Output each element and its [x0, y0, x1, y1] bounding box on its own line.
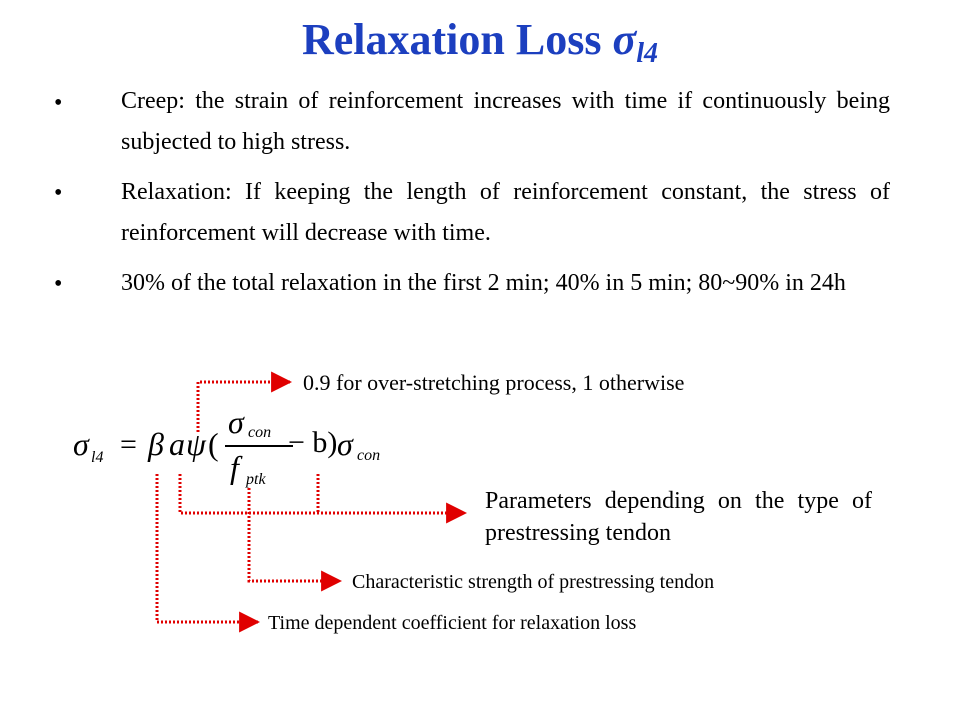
title-subscript: l4 [636, 38, 658, 69]
formula-lhs-sub: l4 [91, 449, 104, 466]
formula-rhs-sigma: σ [337, 426, 353, 462]
formula-rhs-sub: con [357, 447, 381, 464]
fptk-annotation: Characteristic strength of prestressing tendon [352, 571, 715, 593]
formula-beta: β [148, 426, 164, 462]
beta-arrow [198, 382, 290, 432]
bullet-marker-2: • [54, 180, 63, 206]
formula-open-paren: ( [208, 426, 219, 462]
title-sigma: σ [612, 15, 637, 64]
formula-minus-b: − b) [288, 426, 338, 459]
bullet-marker-1: • [54, 90, 63, 116]
bullet-text-3: 30% of the total relaxation in the first 2 min; 40% in 5 min; 80~90% in 24h [121, 270, 846, 296]
bullet-marker-3: • [54, 271, 63, 297]
formula-denominator-sub: ptk [246, 471, 266, 488]
formula-psi: ψ [186, 426, 206, 462]
beta-annotation: 0.9 for over-stretching process, 1 otherwise [303, 370, 685, 395]
psi-arrow [157, 474, 258, 622]
bullet-text-2: Relaxation: If keeping the length of reinforcement constant, the stress of reinforcement will decrease with time. [121, 179, 890, 246]
bullet-text-1: Creep: the strain of reinforcement increases with time if continuously being subjected to high stress. [121, 88, 890, 155]
formula-denominator-f: f [230, 449, 239, 485]
fptk-arrow [249, 488, 340, 581]
formula-numerator-sub: con [248, 424, 272, 441]
formula-lhs-sigma: σ [73, 426, 89, 462]
params-arrow [180, 474, 465, 513]
psi-annotation: Time dependent coefficient for relaxation loss [268, 612, 637, 634]
formula-alpha: a [169, 426, 185, 462]
title-text: Relaxation Loss [302, 15, 602, 64]
formula-numerator-sigma: σ [228, 404, 244, 440]
params-annotation: Parameters depending on the type of prestressing tendon [485, 488, 872, 546]
formula-equals: = [120, 428, 137, 461]
